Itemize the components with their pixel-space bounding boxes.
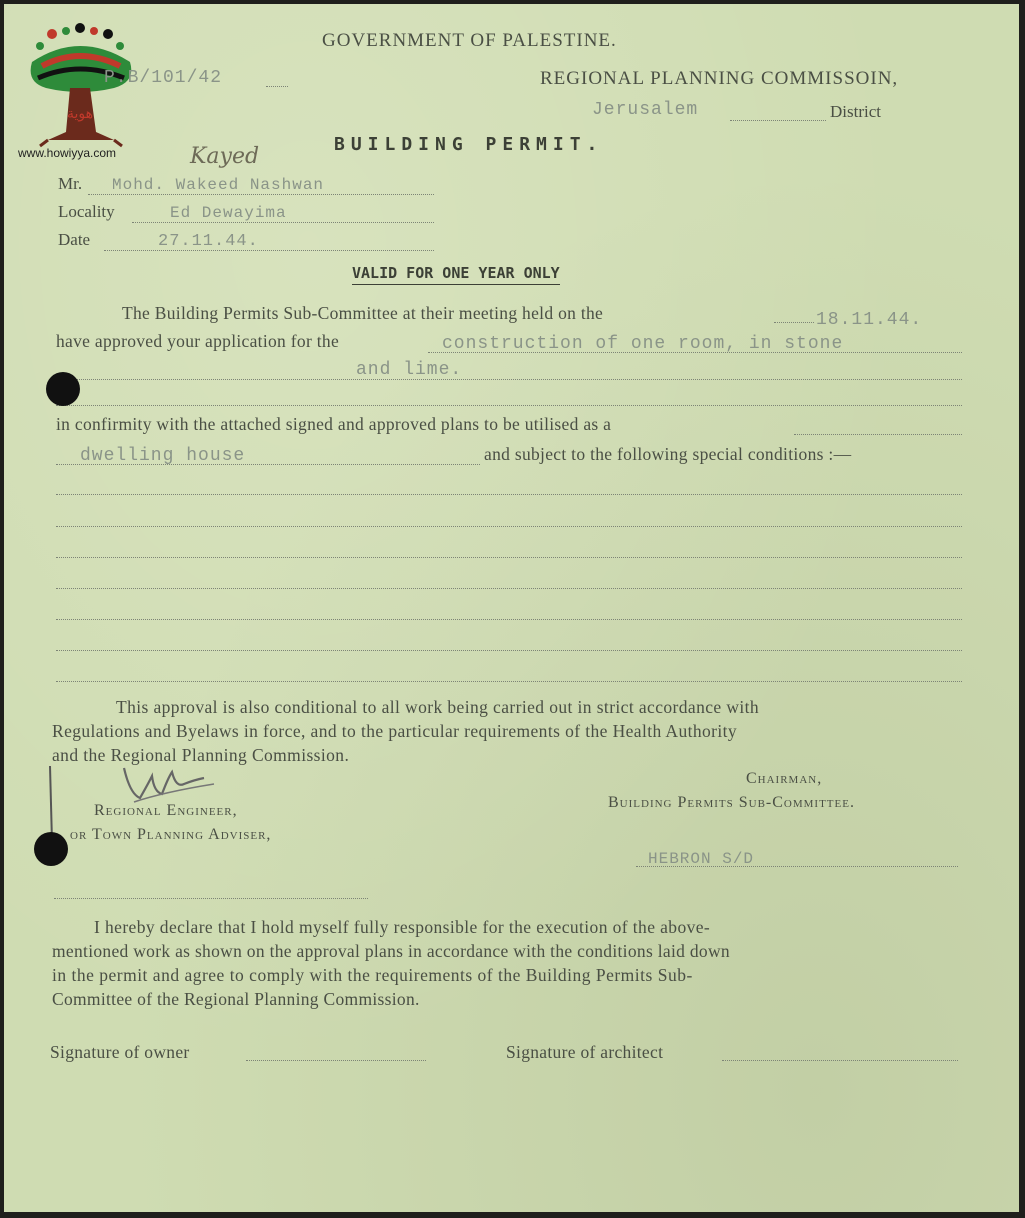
- architect-signature-line: [722, 1060, 958, 1061]
- permit-document: [4, 4, 1019, 1212]
- body-line-4: and subject to the following special conditions :—: [484, 444, 852, 464]
- declaration-line-1: I hereby declare that I hold myself fully responsible for the execution of the above-: [94, 917, 711, 937]
- work-dots-3: [56, 405, 962, 406]
- use-dots-2: [56, 464, 480, 465]
- condition-line-3: [56, 557, 962, 558]
- permit-title: BUILDING PERMIT.: [334, 134, 604, 155]
- howiyya-logo: [18, 22, 148, 162]
- town-planning-adviser-title: or Town Planning Adviser,: [70, 826, 272, 843]
- svg-text:هوية: هوية: [66, 106, 94, 122]
- district-value: Jerusalem: [592, 100, 699, 120]
- locality-label: Locality: [58, 202, 115, 221]
- date-label: Date: [58, 230, 91, 249]
- condition-line-5: [56, 619, 962, 620]
- use-dots-1: [794, 434, 962, 435]
- declaration-line-3: in the permit and agree to comply with the requirements of the Building Permits Sub-: [52, 965, 693, 985]
- condition-line-1: [56, 494, 962, 495]
- commission-heading: REGIONAL PLANNING COMMISSOIN,: [540, 68, 899, 89]
- declaration-line-2: mentioned work as shown on the approval plans in accordance with the conditions laid down: [52, 941, 730, 961]
- meeting-dots: [774, 322, 814, 323]
- work-dots-1: [428, 352, 962, 353]
- logo-site-text: www.howiyya.com: [18, 146, 117, 160]
- body-line-1: The Building Permits Sub-Committee at their meeting held on the: [122, 303, 604, 323]
- validity-notice: VALID FOR ONE YEAR ONLY: [352, 264, 560, 285]
- owner-signature-line: [246, 1060, 426, 1061]
- punch-hole-bottom: [34, 832, 68, 866]
- work-description-1: construction of one room, in stone: [442, 334, 844, 354]
- date-dots: [104, 250, 434, 251]
- condition-line-2: [56, 526, 962, 527]
- condition-line-4: [56, 588, 962, 589]
- architect-signature-label: Signature of architect: [506, 1042, 664, 1062]
- work-dots-2: [56, 379, 962, 380]
- reference-number: P.B/101/42: [104, 68, 223, 88]
- condition-line-6: [56, 650, 962, 651]
- conditional-line-3: and the Regional Planning Commission.: [52, 745, 350, 765]
- conditional-line-2: Regulations and Byelaws in force, and to the particular requirements of the Health Authority: [52, 721, 738, 741]
- subdistrict-stamp: HEBRON S/D: [648, 850, 755, 868]
- owner-signature-label: Signature of owner: [50, 1042, 190, 1062]
- chairman-title: Chairman,: [746, 770, 823, 787]
- district-label: District: [830, 102, 881, 121]
- punch-hole-top: [46, 372, 80, 406]
- body-line-3: in confirmity with the attached signed and approved plans to be utilised as a: [56, 414, 612, 434]
- handwritten-name: Kayed: [190, 144, 260, 169]
- conditional-line-1: This approval is also conditional to all work being carried out in strict accordance with: [116, 697, 760, 717]
- locality-value: Ed Dewayima: [170, 204, 287, 222]
- declaration-line-4: Committee of the Regional Planning Commission.: [52, 989, 420, 1009]
- subdistrict-dots: [636, 866, 958, 867]
- use-value: dwelling house: [80, 446, 246, 466]
- district-dots: [730, 120, 826, 121]
- condition-line-7: [56, 681, 962, 682]
- mr-label: Mr.: [58, 174, 83, 193]
- regional-engineer-title: Regional Engineer,: [94, 802, 238, 819]
- subcommittee-title: Building Permits Sub-Committee.: [608, 794, 855, 811]
- mr-dots: [88, 194, 434, 195]
- work-description-2: and lime.: [356, 360, 463, 380]
- date-value: 27.11.44.: [158, 232, 259, 251]
- body-line-2: have approved your application for the: [56, 331, 340, 351]
- applicant-name: Mohd. Wakeed Nashwan: [112, 176, 325, 194]
- separator-dots: [54, 898, 368, 899]
- tree-logo-icon: [18, 22, 148, 162]
- meeting-date: 18.11.44.: [816, 310, 923, 330]
- ref-dots: [266, 86, 288, 87]
- locality-dots: [132, 222, 434, 223]
- government-heading: GOVERNMENT OF PALESTINE.: [322, 30, 617, 51]
